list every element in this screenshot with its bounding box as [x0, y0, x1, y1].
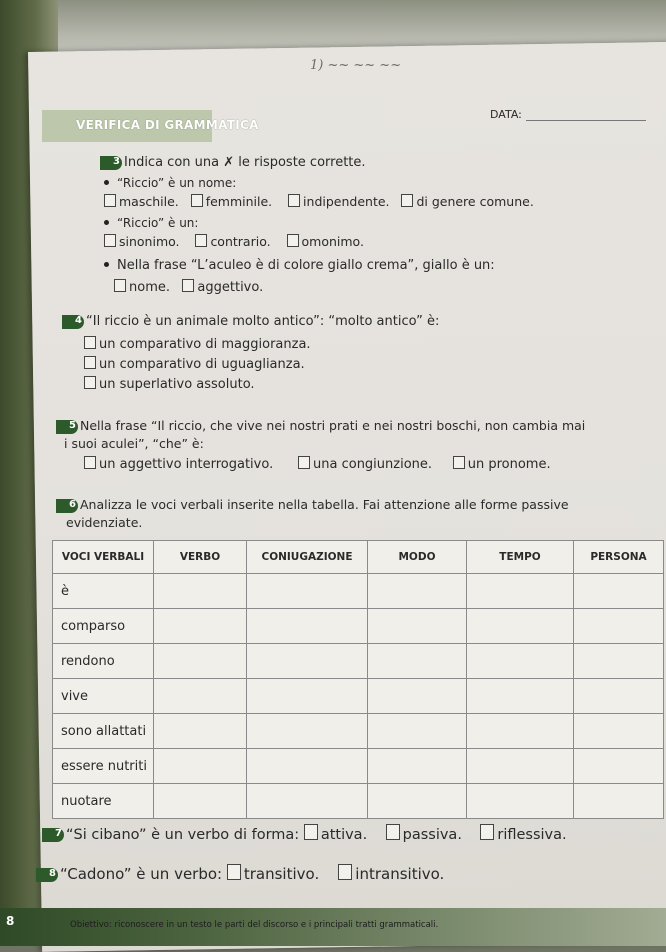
question-number: 3 — [100, 156, 122, 170]
verb-cell: nuotare — [53, 784, 154, 819]
question-number: 6 — [56, 499, 78, 513]
question-prompt: Analizza le voci verbali inserite nella tabella. Fai attenzione alle forme passive — [80, 497, 569, 512]
handwritten-scribble: 1) ~~ ~~ ~~ — [310, 58, 402, 73]
footer-objective: Obiettivo: riconoscere in un testo le parti del discorso e i principali tratti grammaticali. — [70, 920, 439, 930]
checkbox[interactable] — [288, 194, 300, 207]
checkbox[interactable] — [227, 864, 241, 880]
verb-cell: vive — [53, 679, 154, 714]
q3-b-options: sinonimo. contrario. omonimo. — [104, 234, 364, 249]
question-5 — [56, 418, 585, 434]
column-header: PERSONA — [574, 541, 664, 574]
verb-cell: è — [53, 574, 154, 609]
q3-a-intro: “Riccio” è un nome: — [104, 176, 236, 190]
question-6-continued: evidenziate. — [66, 515, 143, 530]
checkbox[interactable] — [84, 456, 96, 469]
page-number: 8 — [6, 914, 15, 928]
question-prompt: Nella frase “Il riccio, che vive nei nostri prati e nei nostri boschi, non cambia mai — [80, 418, 586, 433]
question-number: 7 — [42, 828, 64, 842]
checkbox[interactable] — [304, 824, 318, 840]
question-prompt: “Il riccio è un animale molto antico”: “molto antico” è: — [86, 314, 440, 329]
verb-cell: comparso — [53, 609, 154, 644]
verb-cell: sono allattati — [53, 714, 154, 749]
column-header: MODO — [368, 541, 467, 574]
table-row — [53, 784, 664, 819]
checkbox[interactable] — [338, 864, 352, 880]
table-header-row — [53, 541, 664, 574]
q4-option-3: un superlativo assoluto. — [84, 376, 255, 392]
verb-analysis-table — [52, 540, 664, 819]
question-number: 4 — [62, 315, 84, 329]
question-5-continued: i suoi aculei”, “che” è: — [64, 436, 204, 451]
checkbox[interactable] — [480, 824, 494, 840]
question-prompt: Indica con una ✗ le risposte corrette. — [124, 155, 366, 170]
date-line — [526, 120, 646, 121]
q3-b-intro: “Riccio” è un: — [104, 216, 198, 230]
question-number: 5 — [56, 420, 78, 434]
q3-a-options: maschile. femminile. indipendente. di genere comune. — [104, 194, 534, 209]
table-row — [53, 749, 664, 784]
q5-options: un aggettivo interrogativo. una congiunzione. un pronome. — [84, 456, 551, 472]
table-row — [53, 609, 664, 644]
table-row — [53, 644, 664, 679]
checkbox[interactable] — [386, 824, 400, 840]
checkbox[interactable] — [84, 336, 96, 349]
checkbox[interactable] — [195, 234, 207, 247]
column-header: CONIUGAZIONE — [247, 541, 368, 574]
page-title: VERIFICA DI GRAMMATICA — [76, 118, 259, 132]
column-header: VERBO — [154, 541, 247, 574]
question-number: 8 — [36, 868, 58, 882]
checkbox[interactable] — [114, 279, 126, 292]
checkbox[interactable] — [298, 456, 310, 469]
q3-c-intro: Nella frase “L’aculeo è di colore giallo crema”, giallo è un: — [104, 258, 495, 273]
verb-cell: essere nutriti — [53, 749, 154, 784]
checkbox[interactable] — [287, 234, 299, 247]
question-4 — [62, 314, 439, 329]
question-6 — [56, 497, 569, 513]
column-header: VOCI VERBALI — [53, 541, 154, 574]
checkbox[interactable] — [191, 194, 203, 207]
question-8: 8 “Cadono” è un verbo: transitivo. intransitivo. — [36, 864, 444, 883]
checkbox[interactable] — [182, 279, 194, 292]
checkbox[interactable] — [104, 234, 116, 247]
checkbox[interactable] — [453, 456, 465, 469]
table-row — [53, 714, 664, 749]
question-prompt: “Cadono” è un verbo: — [60, 865, 223, 883]
q4-option-2: un comparativo di uguaglianza. — [84, 356, 305, 372]
verb-cell: rendono — [53, 644, 154, 679]
table-row — [53, 574, 664, 609]
table-row — [53, 679, 664, 714]
column-header: TEMPO — [467, 541, 574, 574]
date-label: DATA: — [490, 108, 522, 121]
question-3 — [100, 155, 366, 170]
q3-c-options: nome. aggettivo. — [114, 279, 263, 295]
question-prompt: “Si cibano” è un verbo di forma: — [66, 827, 300, 843]
q4-option-1: un comparativo di maggioranza. — [84, 336, 311, 352]
question-7: 7 “Si cibano” è un verbo di forma: attiva. passiva. riflessiva. — [42, 824, 567, 843]
checkbox[interactable] — [104, 194, 116, 207]
checkbox[interactable] — [84, 356, 96, 369]
checkbox[interactable] — [84, 376, 96, 389]
checkbox[interactable] — [401, 194, 413, 207]
